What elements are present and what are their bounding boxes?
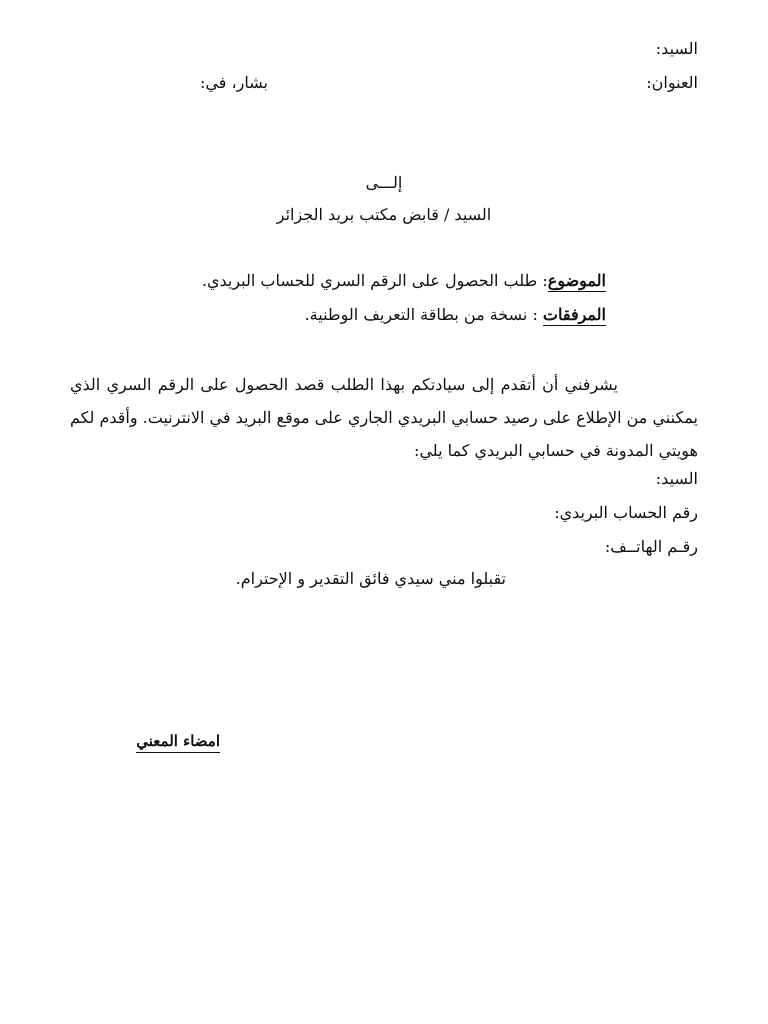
attachments-label: المرفقات [542, 305, 606, 324]
subject-line [202, 270, 606, 292]
attachments-line [305, 304, 606, 326]
subject-text: : طلب الحصول على الرقم السري للحساب البريدي. [201, 271, 548, 290]
sender-address-label: العنوان: [646, 73, 698, 92]
closing-line: تقبلوا مني سيدي فائق التقدير و الإحترام. [235, 569, 506, 588]
sender-name-label: السيد: [655, 39, 698, 58]
field-phone: رقـم الهاتــف: [604, 537, 698, 556]
field-sayed: السيد: [655, 469, 698, 488]
attachments-text: : نسخة من بطاقة التعريف الوطنية. [304, 305, 543, 324]
recipient-name: السيد / قابض مكتب بريد الجزائر [276, 205, 492, 224]
place-date-label: بشار، في: [200, 73, 268, 92]
recipient-to-label: إلـــى [365, 173, 403, 192]
signature-label: امضاء المعني [136, 732, 220, 753]
body-paragraph: يشرفني أن أتقدم إلى سيادتكم بهذا الطلب قصد الحصول على الرقم السري الذي يمكنني من الإطلاع على رصيد حسابي البريدي الجاري على موقع البريد في الانترنيت. وأقدم لكم هويتي المدونة في حسابي البريدي كما يلي: [70, 375, 698, 460]
field-account-number: رقم الحساب البريدي: [554, 503, 698, 522]
subject-label: الموضوع [547, 271, 606, 290]
